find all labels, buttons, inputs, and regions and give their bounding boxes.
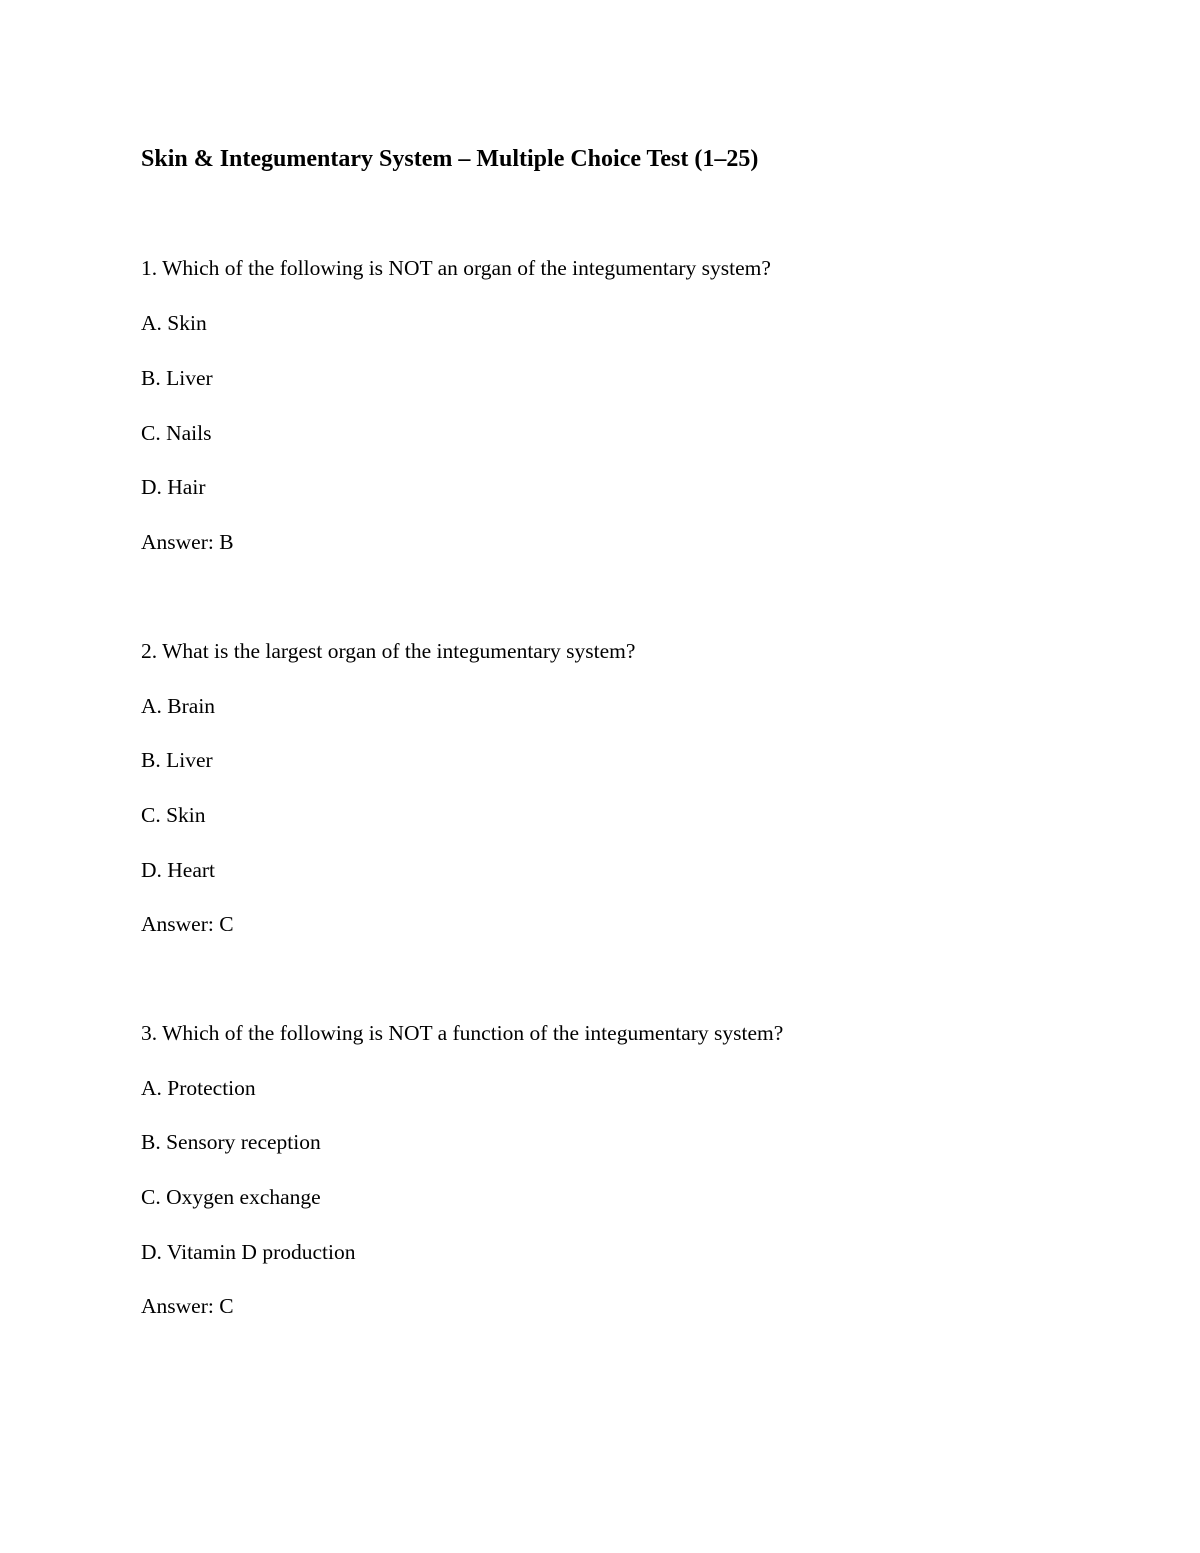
question-3-option-a: A. Protection bbox=[141, 1076, 256, 1100]
question-1-option-d: D. Hair bbox=[141, 475, 206, 499]
question-1-option-c: C. Nails bbox=[141, 421, 212, 445]
question-2-option-b: B. Liver bbox=[141, 748, 213, 772]
question-2-text: 2. What is the largest organ of the integumentary system? bbox=[141, 639, 636, 663]
question-1-answer: Answer: B bbox=[141, 530, 234, 554]
question-2-option-c: C. Skin bbox=[141, 803, 206, 827]
question-2-option-a: A. Brain bbox=[141, 694, 216, 718]
question-3-answer: Answer: C bbox=[141, 1294, 234, 1318]
question-1-option-b: B. Liver bbox=[141, 366, 213, 390]
question-1-option-a: A. Skin bbox=[141, 311, 207, 335]
question-3-option-d: D. Vitamin D production bbox=[141, 1240, 356, 1264]
question-3-option-c: C. Oxygen exchange bbox=[141, 1185, 321, 1209]
question-3-text: 3. Which of the following is NOT a function of the integumentary system? bbox=[141, 1021, 784, 1045]
question-2-option-d: D. Heart bbox=[141, 858, 216, 882]
question-2-answer: Answer: C bbox=[141, 912, 234, 936]
document-title: Skin & Integumentary System – Multiple Choice Test (1–25) bbox=[141, 146, 759, 172]
question-1-text: 1. Which of the following is NOT an organ of the integumentary system? bbox=[141, 256, 771, 280]
question-3-option-b: B. Sensory reception bbox=[141, 1130, 321, 1154]
